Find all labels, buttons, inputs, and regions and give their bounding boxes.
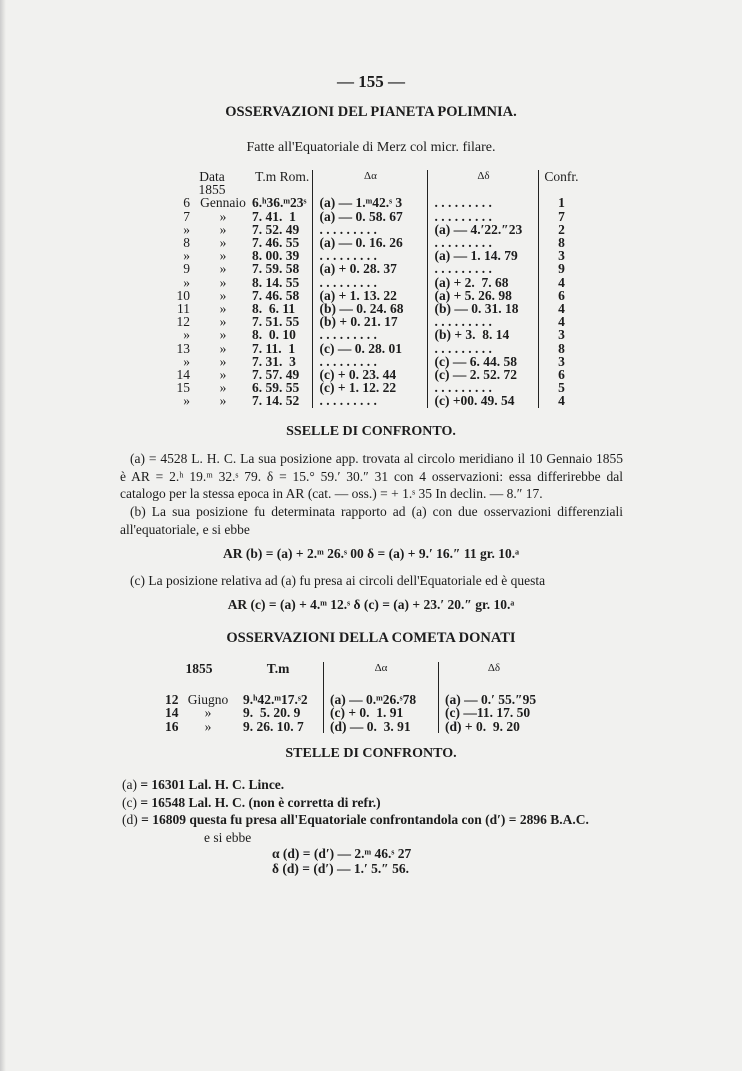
row-ddelta: (b) + 3. 8. 14 [428,328,539,341]
row-day: 13 [176,340,190,356]
row-month: » [219,248,227,264]
row-confr: 4 [539,302,584,315]
row-time: 7. 14. 52 [252,393,300,409]
row-time: 7. 57. 49 [252,367,300,383]
row-ddelta: . . . . . . . . . [428,210,539,223]
formula-alpha-d: α (d) = (d′) — 2.ᵐ 46.ˢ 27 [272,846,412,861]
row-confr: 3 [539,249,584,262]
row-confr: 4 [539,394,584,407]
comet-star-a [122,776,589,794]
row-confr: 8 [539,342,584,355]
header-data: Data [199,169,225,184]
row-time: 7. 52. 49 [252,221,300,237]
row-day: » [183,248,190,264]
row-dalpha: (a) — 0. 58. 67 [313,210,428,223]
header-ddelta: Δδ [428,170,539,183]
page-number: — 155 — [337,72,405,91]
table-row [172,210,583,223]
row-month: » [219,327,227,343]
header-time: T.m [266,661,290,676]
row-day: 7 [183,208,190,224]
row-day: 16 [165,718,179,734]
row-confr: 4 [539,276,584,289]
row-day: » [183,327,190,343]
star-key: (a) [122,777,137,792]
row-dalpha: (c) + 1. 12. 22 [313,381,428,394]
row-dalpha: (a) — 0.ᵐ26.ˢ78 [324,693,439,706]
row-ddelta: . . . . . . . . . [428,262,539,275]
formula-c: AR (c) = (a) + 4.ᵐ 12.ˢ δ (c) = (a) + 23.′ 20.″ gr. 10.ᵃ [227,597,515,612]
row-time: 7. 59. 58 [252,261,300,277]
row-time: 9.ʰ42.ᵐ17.ˢ2 [243,692,308,708]
page-title: OSSERVAZIONI DEL PIANETA POLIMNIA. [225,104,517,120]
row-dalpha: (c) + 0. 23. 44 [313,368,428,381]
row-month: » [219,367,227,383]
comet-star-c [122,794,589,812]
row-time: 6. 59. 55 [252,380,300,396]
subtitle: Fatte all'Equatoriale di Merz col micr. filare. [246,140,496,155]
row-ddelta: (a) — 0.′ 55.″95 [439,693,550,706]
row-month: » [219,235,227,251]
row-month: » [204,705,212,721]
comet-heading: OSSERVAZIONI DELLA COMETA DONATI [226,630,516,646]
row-month: » [219,380,227,396]
row-ddelta: (c) +00. 49. 54 [428,394,539,407]
comet-observations-table [165,662,549,733]
table-row [172,381,583,394]
row-ddelta: (a) — 4.′22.″23 [428,223,539,236]
row-day: 12 [165,692,179,708]
row-time: 7. 51. 55 [252,314,300,330]
row-time: 9. 26. 10. 7 [243,718,304,734]
row-ddelta: . . . . . . . . . [428,342,539,355]
row-confr: 4 [539,315,584,328]
row-day: 10 [176,287,190,303]
row-month: » [219,301,227,317]
note-a: (a) = 4528 L. H. C. La sua posizione app. trovata al circolo meridiano il 10 Gennaio 1855 è AR = 2.ʰ 19.ᵐ 32.ˢ 79. δ = 15.° 59.′ 30.″ 31 con 4 osservazioni: essa differirebbe dal catalogo per la stessa epoca in AR (cat. — oss.) = + 1.ˢ 35 In declin. — 8.″ 17. [120,451,623,501]
table-row [172,328,583,341]
row-month: Gennaio [200,195,246,211]
header-dalpha: Δα [313,170,428,183]
planet-observations-table [172,170,583,408]
comet-stars-list [122,776,589,846]
row-dalpha: . . . . . . . . . [313,249,428,262]
row-time: 6.ʰ36.ᵐ23ˢ [252,195,307,211]
row-dalpha: (b) — 0. 24. 68 [313,302,428,315]
row-time: 7. 11. 1 [252,340,296,356]
row-confr: 8 [539,236,584,249]
row-confr: 1 [539,196,584,209]
row-day: 12 [176,314,190,330]
row-ddelta: (a) + 2. 7. 68 [428,276,539,289]
row-day: » [183,393,190,409]
row-day: 14 [176,367,190,383]
page-edge-shadow [0,0,6,1071]
row-dalpha: . . . . . . . . . [313,223,428,236]
row-day: 8 [183,235,190,251]
star-text: = 16548 Lal. H. C. (non è corretta di refr.) [140,794,381,810]
row-confr: 3 [539,328,584,341]
row-day: 14 [165,705,179,721]
table-row [172,394,583,407]
comet-star-d [122,811,589,829]
header-ddelta: Δδ [439,662,550,675]
row-time: 8. 00. 39 [252,248,300,264]
formula-delta-d: δ (d) = (d′) — 1.′ 5.″ 56. [272,861,409,876]
table-row [172,342,583,355]
row-dalpha: (c) — 0. 28. 01 [313,342,428,355]
row-month: » [219,314,227,330]
row-ddelta: (c) — 2. 52. 72 [428,368,539,381]
table-row [172,236,583,249]
row-day: » [183,353,190,369]
formulas-d [272,846,411,876]
row-month: » [204,718,212,734]
note-c: (c) La posizione relativa ad (a) fu presa ai circoli dell'Equatoriale ed è questa [130,573,546,588]
table-row [172,315,583,328]
row-time: 7. 46. 55 [252,235,300,251]
row-month: » [219,274,227,290]
row-confr: 5 [539,381,584,394]
table-row [172,262,583,275]
row-ddelta: (a) — 1. 14. 79 [428,249,539,262]
note-b: (b) La sua posizione fu determinata rapporto ad (a) con due osservazioni differenziali all'equatoriale, e si ebbe [120,504,623,537]
row-day: 11 [177,301,190,317]
star-text: = 16301 Lal. H. C. Lince. [140,777,285,792]
row-ddelta: . . . . . . . . . [428,196,539,209]
stars-heading: SSELLE DI CONFRONTO. [286,424,456,439]
header-year: 1855 [198,182,226,198]
row-dalpha: (a) + 1. 13. 22 [313,289,428,302]
row-dalpha: . . . . . . . . . [313,355,428,368]
star-key: (c) [122,794,137,810]
row-month: » [219,353,227,369]
row-ddelta: (c) —11. 17. 50 [439,706,550,719]
row-ddelta: . . . . . . . . . [428,315,539,328]
header-year: 1855 [185,661,213,676]
row-dalpha: (a) — 1.ᵐ42.ˢ 3 [313,196,428,209]
row-dalpha: (a) — 0. 16. 26 [313,236,428,249]
row-ddelta: (d) + 0. 9. 20 [439,720,550,733]
row-ddelta: . . . . . . . . . [428,381,539,394]
row-day: 6 [183,195,190,211]
header-confr: Confr. [539,170,584,183]
row-time: 7. 31. 3 [252,353,296,369]
formula-b: AR (b) = (a) + 2.ᵐ 26.ˢ 00 δ = (a) + 9.′ 16.″ 11 gr. 10.ᵃ [222,546,520,561]
row-dalpha: (b) + 0. 21. 17 [313,315,428,328]
stars-heading-2: STELLE DI CONFRONTO. [285,746,457,761]
row-month: » [219,393,227,409]
row-ddelta: . . . . . . . . . [428,236,539,249]
row-time: 7. 46. 58 [252,287,300,303]
header-time: T.m Rom. [255,169,310,184]
row-dalpha: (a) + 0. 28. 37 [313,262,428,275]
table-row [165,706,549,719]
row-month: » [219,287,227,303]
row-time: 7. 41. 1 [252,208,296,224]
row-confr: 7 [539,210,584,223]
star-key: (d) [122,812,138,827]
row-month: » [219,340,227,356]
table-row [172,196,583,209]
row-dalpha: . . . . . . . . . [313,276,428,289]
row-time: 8. 0. 10 [252,327,296,343]
row-day: 9 [183,261,190,277]
row-month: » [219,261,227,277]
row-dalpha: (d) — 0. 3. 91 [324,720,439,733]
row-month: » [219,208,227,224]
row-day: 15 [176,380,190,396]
row-confr: 6 [539,289,584,302]
row-confr: 9 [539,262,584,275]
row-confr: 2 [539,223,584,236]
row-dalpha: . . . . . . . . . [313,328,428,341]
table-row [165,720,549,733]
row-confr: 3 [539,355,584,368]
comet-stars-continuation: e si ebbe [204,829,252,845]
table-row [172,276,583,289]
row-ddelta: (a) + 5. 26. 98 [428,289,539,302]
star-text: = 16809 questa fu presa all'Equatoriale confrontandola con (d′) = 2896 B.A.C. [141,812,589,827]
row-time: 8. 6. 11 [252,301,296,317]
header-dalpha: Δα [324,662,439,675]
row-dalpha: (c) + 0. 1. 91 [324,706,439,719]
row-month: » [219,221,227,237]
row-month: Giugno [187,692,229,708]
row-confr: 6 [539,368,584,381]
row-day: » [183,274,190,290]
row-day: » [183,221,190,237]
row-ddelta: (c) — 6. 44. 58 [428,355,539,368]
row-ddelta: (b) — 0. 31. 18 [428,302,539,315]
row-time: 8. 14. 55 [252,274,300,290]
row-dalpha: . . . . . . . . . [313,394,428,407]
row-time: 9. 5. 20. 9 [243,705,301,721]
